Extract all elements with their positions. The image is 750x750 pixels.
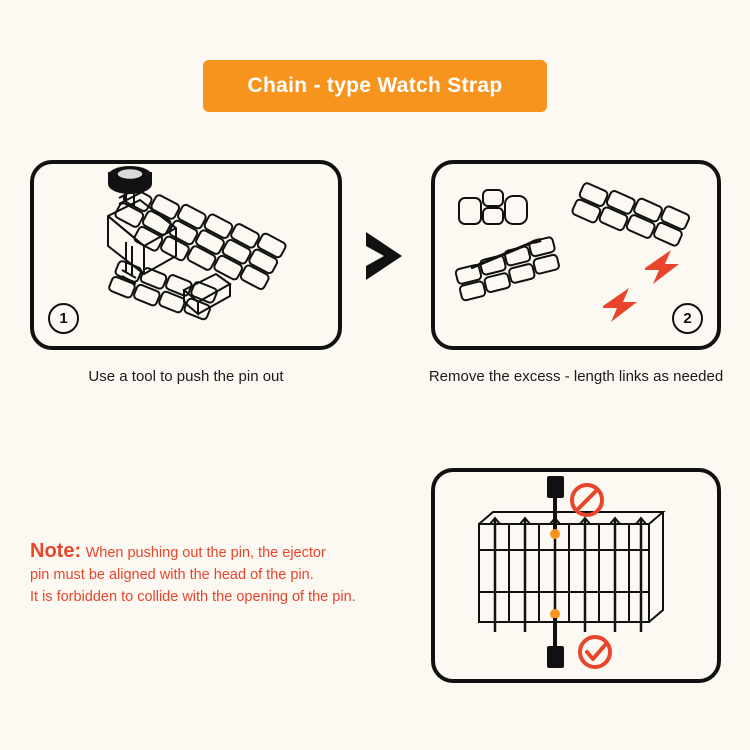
prohibited-sign xyxy=(572,485,602,515)
step-1-panel xyxy=(30,160,342,350)
step-2-caption: Remove the excess - length links as needed xyxy=(428,368,724,385)
step-1-illustration xyxy=(34,164,338,346)
note-block xyxy=(30,540,410,608)
flow-arrow-icon xyxy=(358,228,416,284)
step-2-panel xyxy=(431,160,721,350)
step-1-caption: Use a tool to push the pin out xyxy=(88,368,284,385)
note-line-1: When pushing out the pin, the ejector xyxy=(85,545,326,561)
note-label: Note: xyxy=(30,540,82,562)
wrong-ejector-pin xyxy=(547,476,564,539)
note-line-3: It is forbidden to collide with the opening of the pin. xyxy=(30,589,356,605)
page-title-banner xyxy=(203,60,547,112)
step-2-number-badge: 2 xyxy=(672,303,703,334)
note-line-2: pin must be aligned with the head of the pin. xyxy=(30,567,314,583)
pin-alignment-illustration xyxy=(435,472,717,679)
check-circle-sign xyxy=(580,637,610,667)
correct-ejector-pin xyxy=(547,609,564,668)
page-title: Chain - type Watch Strap xyxy=(247,74,503,97)
red-arrows xyxy=(603,250,679,322)
pin-alignment-detail-panel xyxy=(431,468,721,683)
step-1-number-badge: 1 xyxy=(48,303,79,334)
